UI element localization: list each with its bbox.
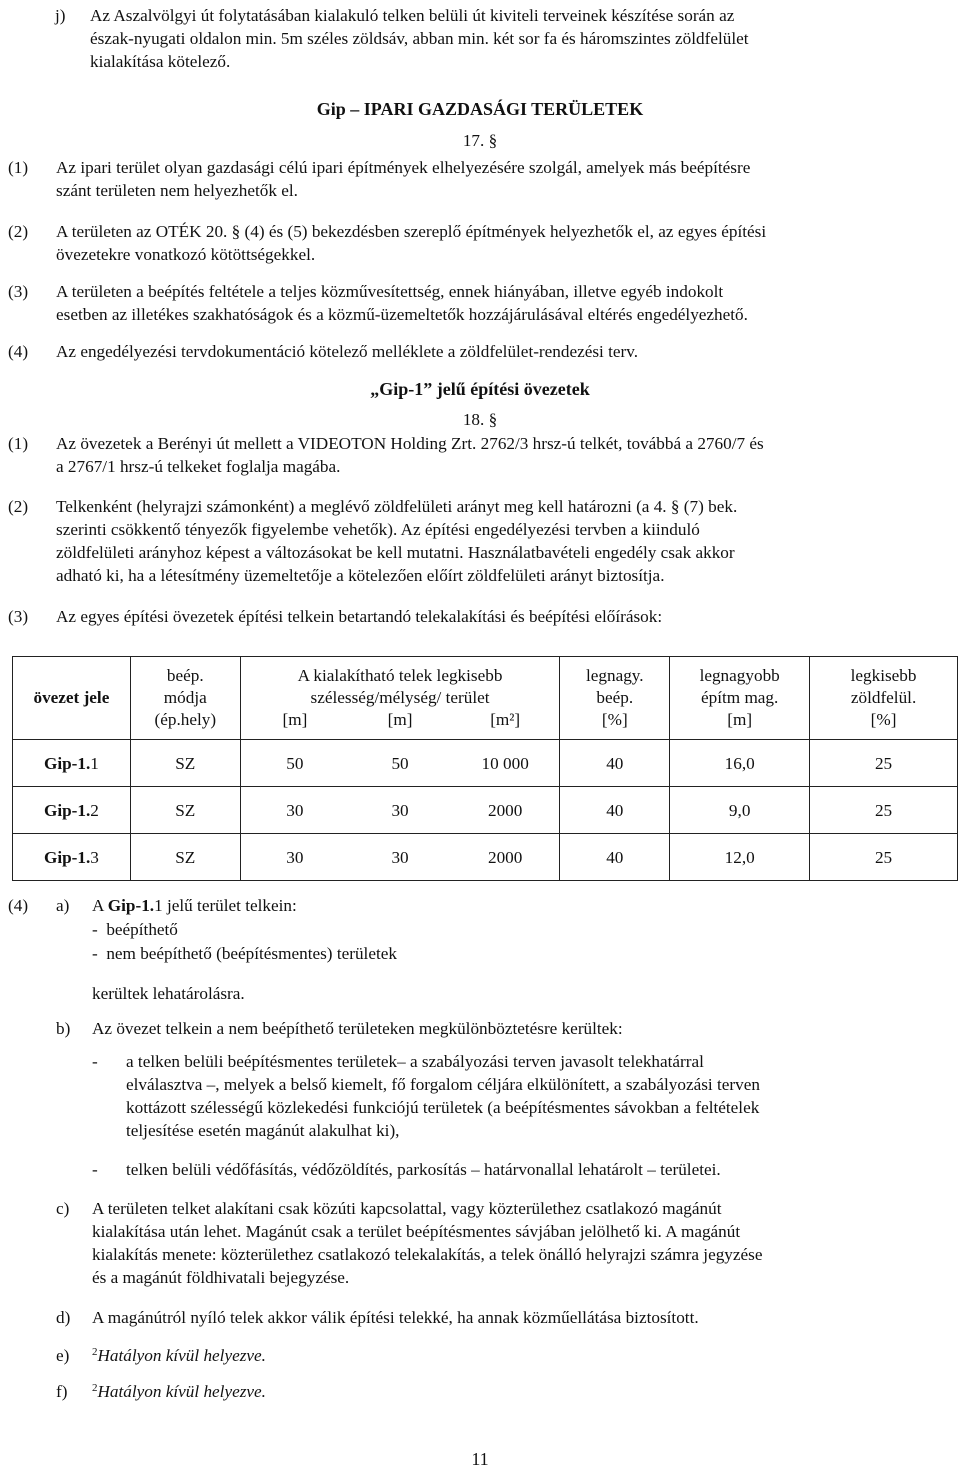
para17-p3-label: (3) [8,282,29,301]
zone-title: „Gip-1” jelű építési övezetek [370,379,590,399]
p4-b-item1-line4: teljesítése esetén magánút alakulhat ki), [126,1121,400,1140]
para18-p2-line4: adható ki, ha a létesítmény üzemeltetője a kötelezően előírt zöldfelületi arányt biztosítja. [56,566,665,585]
p4-b-label: b) [56,1019,71,1038]
p4-f-text: $^2$Hatályon kívül helyezve. [92,1382,266,1401]
header-lot: A kialakítható telek legkisebb szélesség/mélység/ terület [m] [m] [m²] [240,657,560,740]
cell-mode: SZ [130,787,240,834]
header-mode: beép. módja (ép.hely) [130,657,240,740]
header-zone: övezet jele [13,657,131,740]
para17-p1-line1: Az ipari terület olyan gazdasági célú ipari építmények elhelyezésére szolgál, amelyek más beépítésre [56,158,751,177]
cell-mode: SZ [130,834,240,881]
para17-heading: 17. § [462,131,498,150]
item-j-line3: kialakítása kötelező. [90,52,231,71]
para17-p2-line1: A területen az OTÉK 20. § (4) és (5) bekezdésben szereplő építmények helyezhetők el, az egyes építési [56,222,767,241]
cell-zone: Gip-1.1 [13,740,131,787]
para18-p2-line3: zöldfelületi arányhoz képest a változásokat be kell mutatni. Használatbavételi engedély csak akkor [56,543,735,562]
para17-p1-label: (1) [8,158,29,177]
para18-p3-label: (3) [8,607,29,626]
p4-a-tail: kerültek lehatárolásra. [92,984,245,1003]
para17-p4-line1: Az engedélyezési tervdokumentáció kötelező melléklete a zöldfelület-rendezési terv. [56,342,639,361]
p4-b-item1-line2: elválasztva –, melyek a belső kiemelt, fő forgalom céljára elkülönített, a szabályozási terven [126,1075,760,1094]
p4-a-label: a) [56,896,70,915]
table-row [13,740,958,787]
para17-p4-label: (4) [8,342,29,361]
p4-b-item1-line1: a telken belüli beépítésmentes területek– a szabályozási terven javasolt telekhatárral [126,1052,704,1071]
cell-green: 25 [810,740,958,787]
p4-e-text: $^2$Hatályon kívül helyezve. [92,1346,266,1365]
p4-c-line3: kialakítás menete: közterülethez csatlakozó telekalakítás, a telek önálló helyrajzi számra jegyzése [92,1245,763,1264]
p4-a-item1: - beépíthető [92,920,178,939]
item-j-label: j) [55,6,66,25]
cell-height: 12,0 [670,834,810,881]
item-j-line2: észak-nyugati oldalon min. 5m széles zöldsáv, abban min. két sor fa és háromszintes zöldfelület [90,29,749,48]
table-row [13,787,958,834]
p4-b-item1-line3: kottázott szélességű közlekedési funkciójú területek (a beépítésmentes sávokban a feltételek [126,1098,760,1117]
cell-height: 16,0 [670,740,810,787]
p4-c-line1: A területen telket alakítani csak közúti kapcsolattal, vagy közterülethez csatlakozó magánút [92,1199,722,1218]
p4-d-line1: A magánútról nyíló telek akkor válik építési telekké, ha annak közműellátása biztosított. [92,1308,699,1327]
para18-p1-line2: a 2767/1 hrsz-ú telkeket foglalja magába. [56,457,341,476]
para18-p2-line2: szerinti csökkentő tényezők figyelembe vehetők). Az építési engedélyezési tervben a kiinduló [56,520,700,539]
para18-p1-label: (1) [8,434,29,453]
cell-zone: Gip-1.3 [13,834,131,881]
cell-lot: 30 30 2000 [240,787,560,834]
para18-p2-label: (2) [8,497,29,516]
cell-built: 40 [560,834,670,881]
header-max-built: legnagy. beép. [%] [560,657,670,740]
cell-lot: 50 50 10 000 [240,740,560,787]
cell-built: 40 [560,787,670,834]
p4-c-label: c) [56,1199,70,1218]
para18-p1-line1: Az övezetek a Berényi út mellett a VIDEOTON Holding Zrt. 2762/3 hrsz-ú telkét, továbbá a 2760/7 és [56,434,764,453]
p4-b-intro: Az övezet telkein a nem beépíthető területeken megkülönböztetésre kerültek: [92,1019,623,1038]
section-title: Gip – IPARI GAZDASÁGI TERÜLETEK [316,99,644,119]
para17-p3-line2: esetben az illetékes szakhatóságok és a közmű-üzemeltetők hozzájárulásával eltérés engedélyezhető. [56,305,748,324]
item-j-line1: Az Aszalvölgyi út folytatásában kialakuló telken belüli út kiviteli terveinek készítése során az [90,6,735,25]
para18-p3-line1: Az egyes építési övezetek építési telkein betartandó telekalakítási és beépítési előírások: [56,607,663,626]
para18-heading: 18. § [462,410,498,429]
p4-c-line2: kialakítása után lehet. Magánút csak a terület beépítésmentes sávjában jelölhető ki. A magánút [92,1222,741,1241]
page-number: 11 [471,1449,489,1469]
para17-p2-label: (2) [8,222,29,241]
p4-b-item2: telken belüli védőfásítás, védőzöldítés, parkosítás – határvonallal lehatárolt – területei. [126,1160,721,1179]
table-row [13,834,958,881]
p4-d-label: d) [56,1308,71,1327]
para17-p2-line2: övezetekre vonatkozó kötöttségekkel. [56,245,316,264]
para17-p1-line2: szánt területen nem helyezhetők el. [56,181,298,200]
p4-c-line4: és a magánút földhivatali bejegyzése. [92,1268,350,1287]
header-min-green: legkisebb zöldfelül. [%] [810,657,958,740]
p4-b-dash1: - [92,1052,98,1071]
cell-lot: 30 30 2000 [240,834,560,881]
cell-green: 25 [810,787,958,834]
cell-built: 40 [560,740,670,787]
p4-a-item2: - nem beépíthető (beépítésmentes) területek [92,944,397,963]
zone-regulations-table [12,656,958,881]
table-header-row [13,657,958,740]
p4-f-label: f) [56,1382,68,1401]
cell-green: 25 [810,834,958,881]
para18-p2-line1: Telkenként (helyrajzi számonként) a meglévő zöldfelületi arányt meg kell határozni (a 4. § (7) bek. [56,497,738,516]
cell-zone: Gip-1.2 [13,787,131,834]
p4-b-dash2: - [92,1160,98,1179]
cell-height: 9,0 [670,787,810,834]
p4-a-intro: A Gip-1.1 jelű terület telkein: [92,896,297,915]
cell-mode: SZ [130,740,240,787]
p4-label: (4) [8,896,29,915]
para17-p3-line1: A területen a beépítés feltétele a teljes közművesítettség, ennek hiányában, illetve egyéb indokolt [56,282,724,301]
header-max-height: legnagyobb építm mag. [m] [670,657,810,740]
p4-e-label: e) [56,1346,70,1365]
